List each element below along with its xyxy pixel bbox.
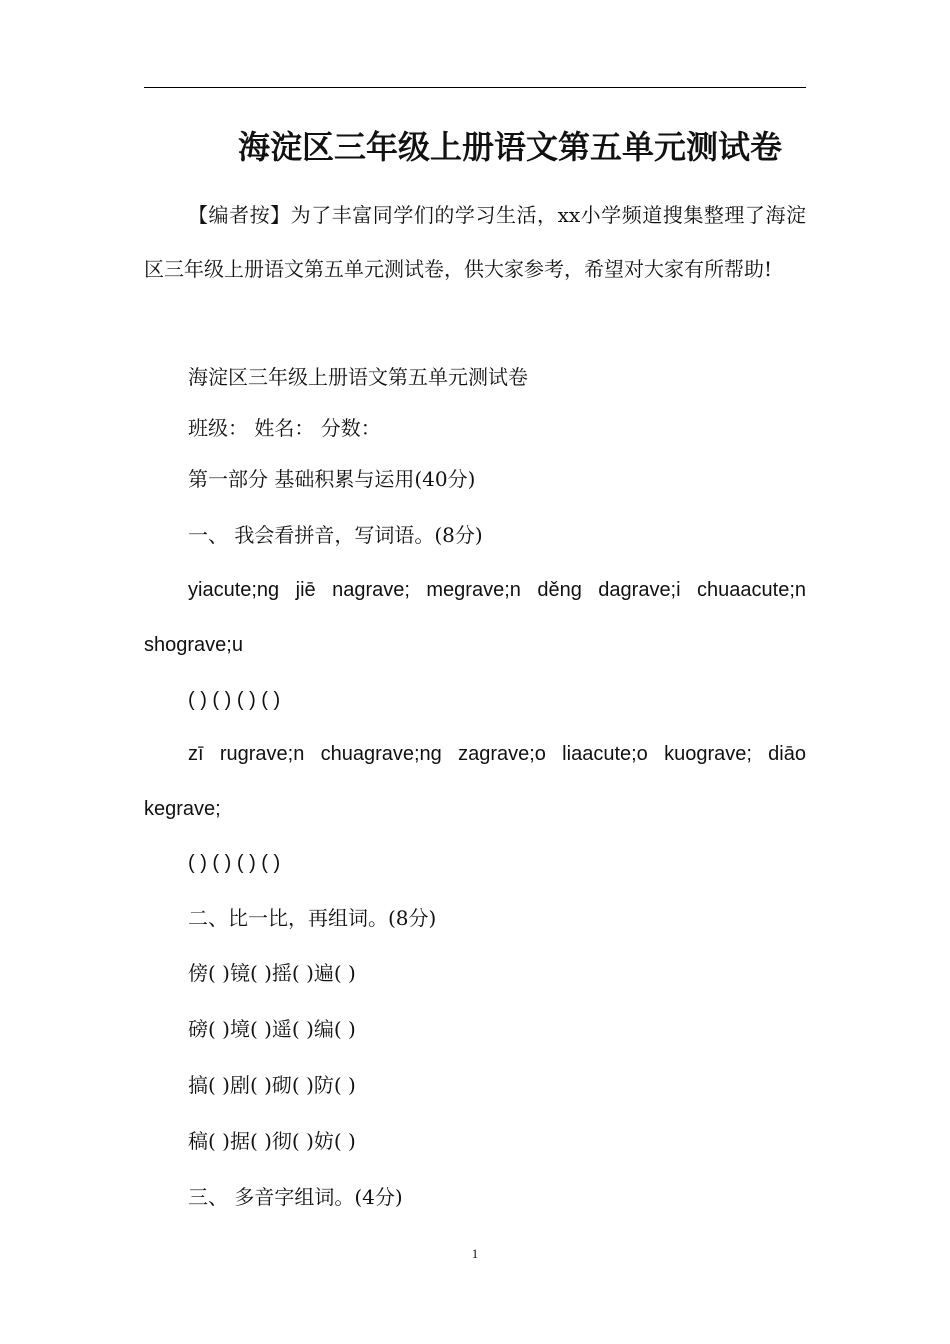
subtitle: 海淀区三年级上册语文第五单元测试卷 [188,365,528,389]
compare-row-3: 搞( )剧( )砌( )防( ) [188,1073,356,1097]
pinyin-row-1: yiacute;ng jiē nagrave; megrave;n děng dagrave;i chuaacute;n [188,579,806,601]
question-three-heading: 三、 多音字组词。(4分) [188,1185,403,1209]
question-one-heading: 一、 我会看拼音，写词语。(8分) [188,523,483,547]
part-one-heading: 第一部分 基础积累与运用(40分) [188,467,476,491]
compare-row-2: 磅( )境( )遥( )编( ) [188,1017,356,1041]
intro-paragraph: 【编者按】为了丰富同学们的学习生活，xx小学频道搜集整理了海淀区三年级上册语文第五单元测试卷，供大家参考，希望对大家有所帮助! [144,203,806,281]
student-info-line: 班级： 姓名： 分数： [188,416,381,440]
question-two-heading: 二、比一比，再组词。(8分) [188,906,437,930]
header-rule [144,87,806,88]
pinyin-row-1-continued: shograve;u [144,634,243,656]
compare-row-1: 傍( )镜( )摇( )遍( ) [188,961,356,985]
compare-row-4: 稿( )据( )彻( )妨( ) [188,1129,356,1153]
answer-blanks-1: ( ) ( ) ( ) ( ) [188,689,281,711]
page-number: 1 [471,1246,479,1261]
answer-blanks-2: ( ) ( ) ( ) ( ) [188,852,281,874]
pinyin-row-2-continued: kegrave; [144,798,221,820]
pinyin-row-2: zī rugrave;n chuagrave;ng zagrave;o liaacute;o kuograve; diāo [188,743,806,765]
document-title: 海淀区三年级上册语文第五单元测试卷 [237,128,782,166]
